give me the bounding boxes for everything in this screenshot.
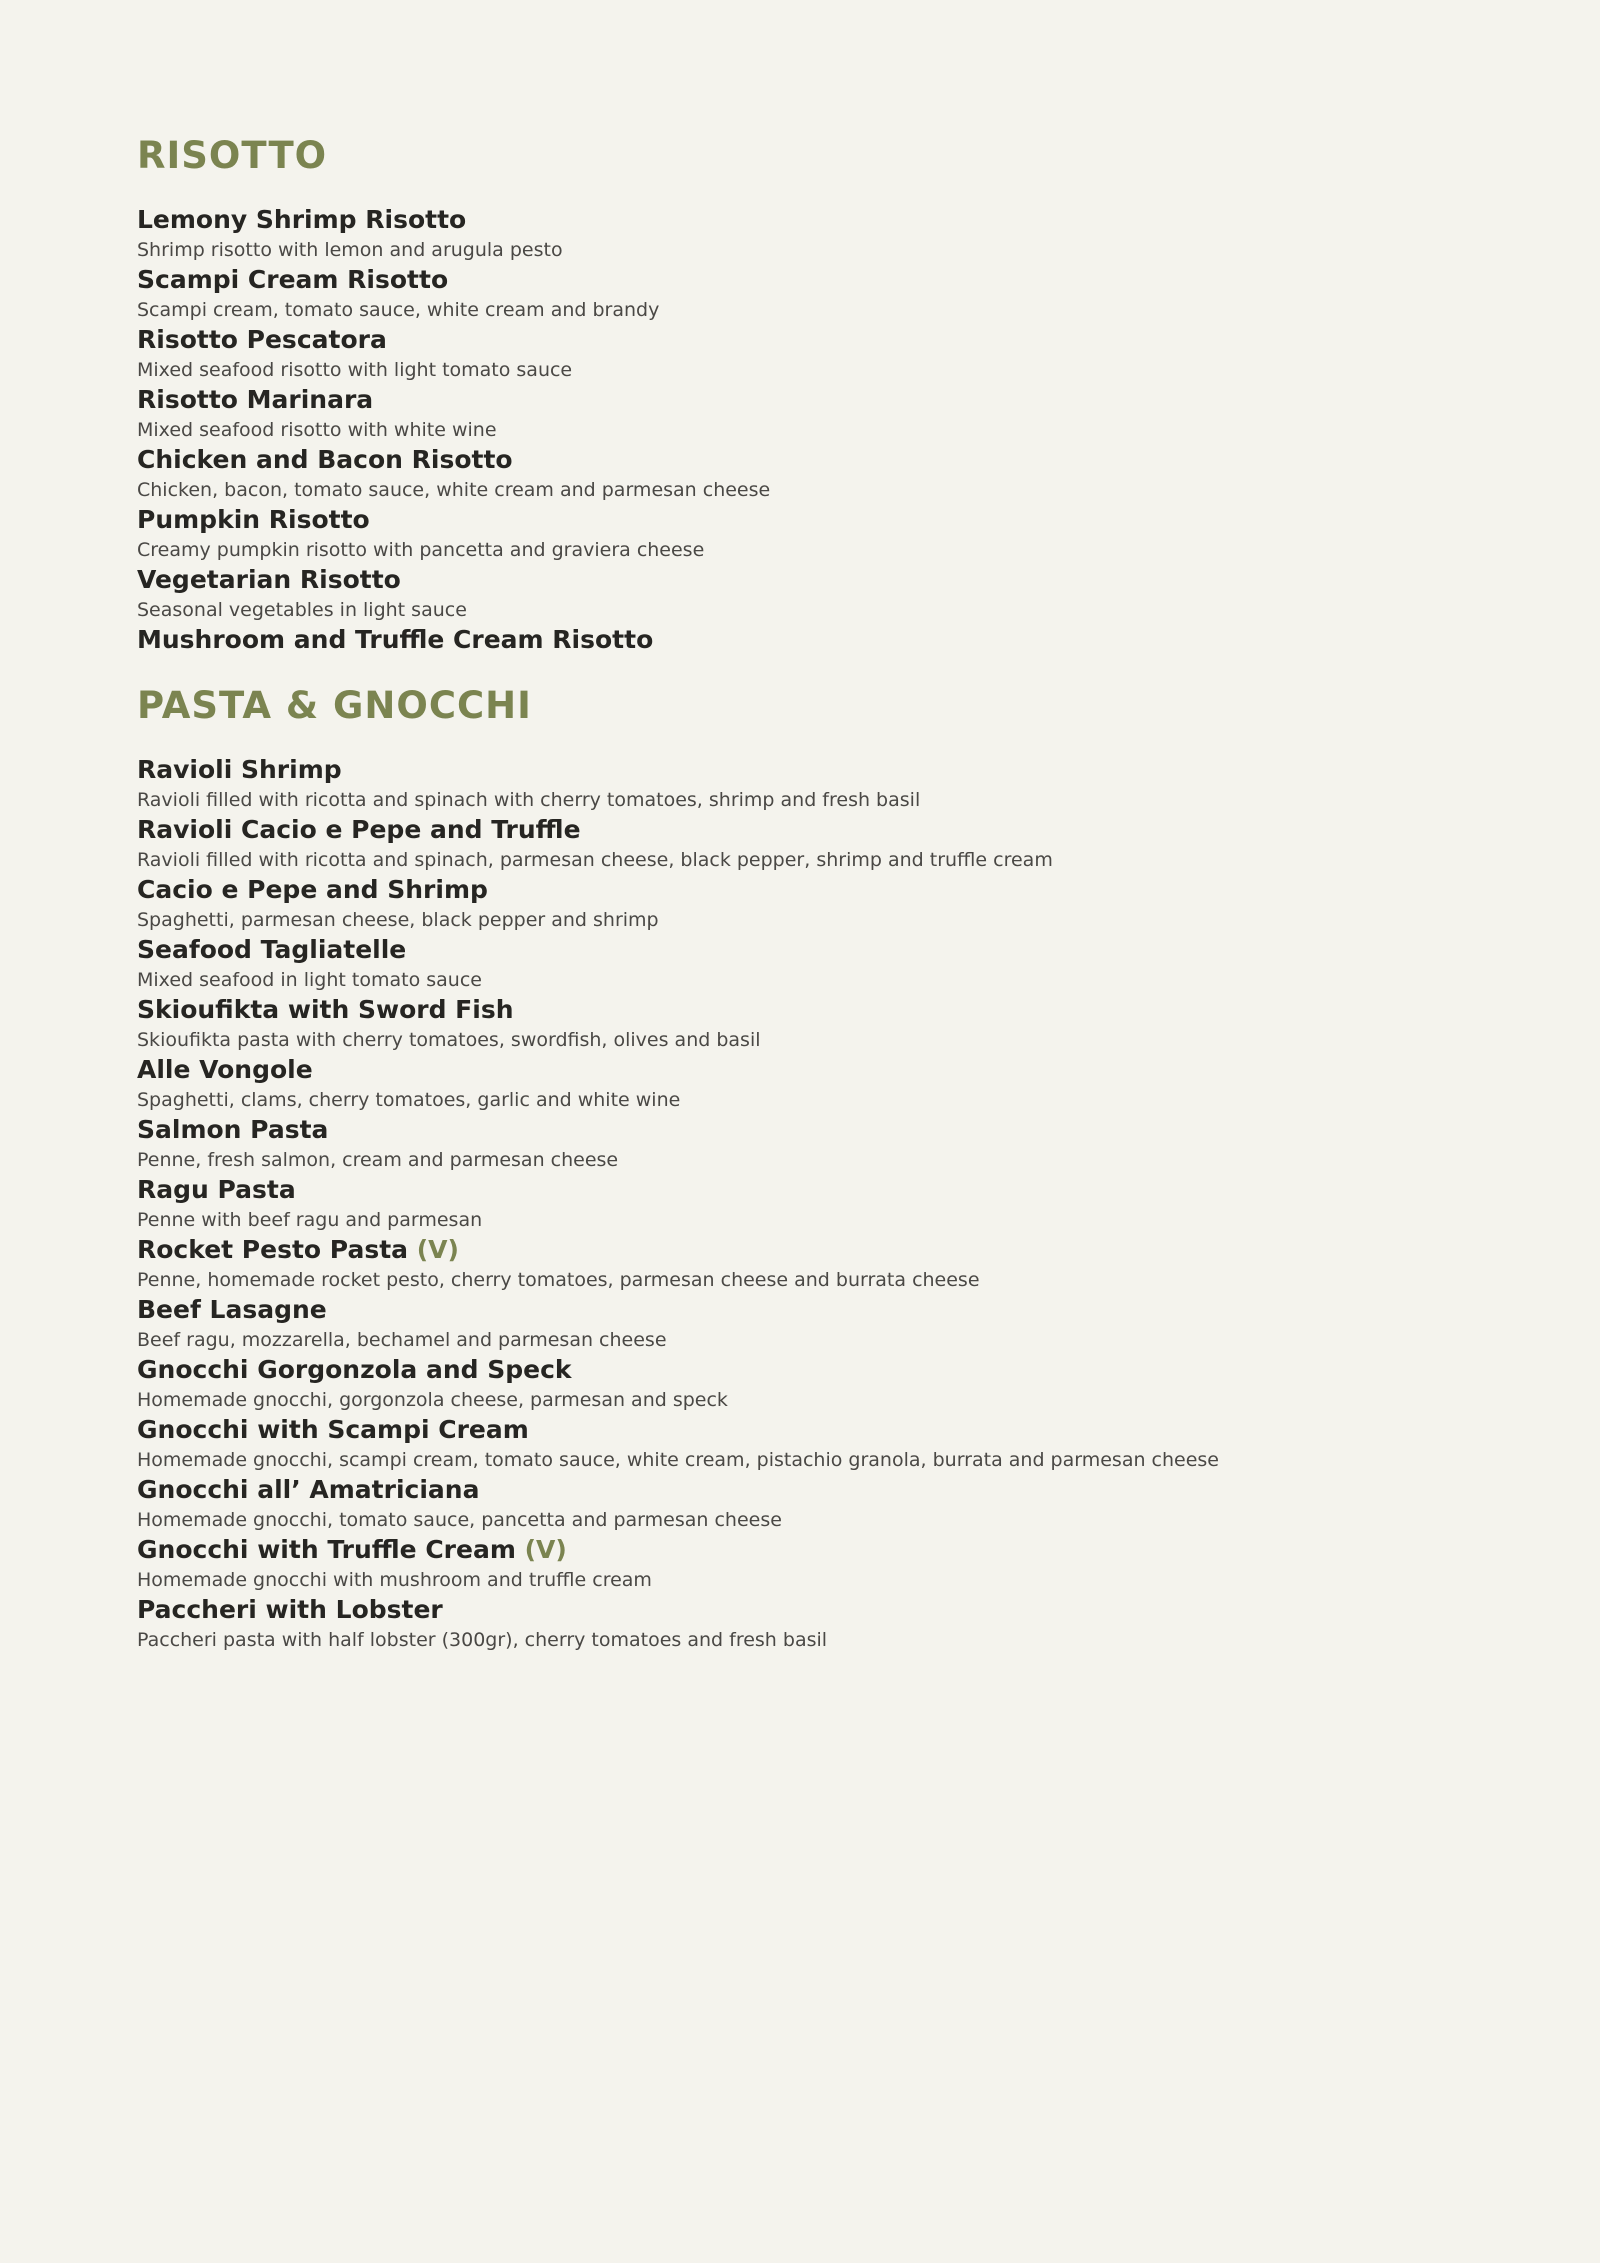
menu-item-description: Penne, homemade rocket pesto, cherry tomatoes, parmesan cheese and burrata cheese [137,1269,980,1291]
menu-item-name [137,1354,1600,1386]
menu-item-name-text: Rocket Pesto Pasta [137,1235,409,1264]
menu-item-description: Mixed seafood in light tomato sauce [137,969,482,991]
menu-item [137,1474,1600,1534]
menu-item-name [137,264,1600,296]
menu-item-description: Homemade gnocchi, tomato sauce, pancetta and parmesan cheese [137,1509,782,1531]
menu-item-name-text: Seafood Tagliatelle [137,935,407,964]
menu-item-list [137,204,1600,656]
menu-item-description: Shrimp risotto with lemon and arugula pesto [137,239,563,261]
menu-item-name [137,204,1600,236]
menu-item-name [137,1114,1600,1146]
menu-item [137,1174,1600,1234]
menu-section [137,680,1600,1654]
menu-item [137,934,1600,994]
menu-item-description: Ravioli filled with ricotta and spinach with cherry tomatoes, shrimp and fresh basil [137,789,921,811]
menu-item [137,624,1600,656]
menu-item-description: Penne, fresh salmon, cream and parmesan cheese [137,1149,619,1171]
menu-item-name-text: Scampi Cream Risotto [137,265,449,294]
vegetarian-badge: (V) [524,1535,567,1564]
menu-item-name-text: Gnocchi Gorgonzola and Speck [137,1355,572,1384]
menu-item-name [137,564,1600,596]
menu-section [137,130,1600,656]
menu-item-name-text: Lemony Shrimp Risotto [137,205,467,234]
menu-item-name [137,1174,1600,1206]
menu-item-name-text: Mushroom and Truffle Cream Risotto [137,625,654,654]
menu-item-name-text: Cacio e Pepe and Shrimp [137,875,488,904]
menu-item-name [137,1054,1600,1086]
menu-item-name-text: Ragu Pasta [137,1175,296,1204]
menu-item-name-text: Salmon Pasta [137,1115,329,1144]
menu-item [137,874,1600,934]
menu-item-description: Beef ragu, mozzarella, bechamel and parmesan cheese [137,1329,667,1351]
menu-item [137,1114,1600,1174]
menu-item-name-text: Gnocchi all’ Amatriciana [137,1475,480,1504]
menu-item-description: Seasonal vegetables in light sauce [137,599,467,621]
menu-item-name [137,1294,1600,1326]
section-title: RISOTTO [137,134,328,177]
menu-item [137,1234,1600,1294]
menu-item-name [137,504,1600,536]
menu-item-name [137,444,1600,476]
menu-item-name [137,994,1600,1026]
menu-item-list [137,754,1600,1654]
menu-item [137,994,1600,1054]
menu-item [137,444,1600,504]
menu-item-description: Creamy pumpkin risotto with pancetta and graviera cheese [137,539,705,561]
menu-item-description: Spaghetti, clams, cherry tomatoes, garlic and white wine [137,1089,681,1111]
menu-item-description: Chicken, bacon, tomato sauce, white cream and parmesan cheese [137,479,771,501]
vegetarian-badge: (V) [416,1235,459,1264]
menu-item-description: Homemade gnocchi, gorgonzola cheese, parmesan and speck [137,1389,728,1411]
menu-item [137,1414,1600,1474]
menu-item [137,1294,1600,1354]
menu-item-name-text: Gnocchi with Scampi Cream [137,1415,529,1444]
menu-item-description: Homemade gnocchi, scampi cream, tomato sauce, white cream, pistachio granola, burrata and parmesan cheese [137,1449,1219,1471]
menu-item [137,504,1600,564]
menu-item-name-text: Risotto Marinara [137,385,374,414]
menu-item-name [137,1234,1600,1266]
menu-item-description: Penne with beef ragu and parmesan [137,1209,483,1231]
menu-item [137,1354,1600,1414]
menu-item-name [137,754,1600,786]
menu-item-description: Ravioli filled with ricotta and spinach, parmesan cheese, black pepper, shrimp and truffle cream [137,849,1053,871]
menu-item-description: Paccheri pasta with half lobster (300gr), cherry tomatoes and fresh basil [137,1629,828,1651]
menu-item-name [137,934,1600,966]
menu-item-name-text: Vegetarian Risotto [137,565,401,594]
menu-item-name-text: Paccheri with Lobster [137,1595,443,1624]
menu-item-name-text: Beef Lasagne [137,1295,327,1324]
menu-item-description: Homemade gnocchi with mushroom and truffle cream [137,1569,652,1591]
menu-item-name [137,1414,1600,1446]
section-title: PASTA & GNOCCHI [137,684,532,727]
menu-item-name [137,814,1600,846]
menu-item [137,814,1600,874]
menu-item-name [137,624,1600,656]
menu-item-name [137,1534,1600,1566]
menu-item-name-text: Gnocchi with Truffle Cream [137,1535,516,1564]
menu-item-name-text: Pumpkin Risotto [137,505,370,534]
menu-item [137,1534,1600,1594]
menu-item-name-text: Skioufikta with Sword Fish [137,995,514,1024]
menu-item-name [137,324,1600,356]
menu-item-description: Mixed seafood risotto with white wine [137,419,497,441]
menu-item [137,1054,1600,1114]
menu-item [137,1594,1600,1654]
menu-item-description: Scampi cream, tomato sauce, white cream and brandy [137,299,660,321]
menu-item-name-text: Risotto Pescatora [137,325,387,354]
menu-item-name-text: Chicken and Bacon Risotto [137,445,513,474]
menu-item [137,384,1600,444]
menu-item-name [137,1594,1600,1626]
menu-item-description: Spaghetti, parmesan cheese, black pepper and shrimp [137,909,659,931]
menu-item [137,754,1600,814]
menu-item-name [137,874,1600,906]
menu-item-name [137,384,1600,416]
menu-item-name [137,1474,1600,1506]
menu-item-description: Mixed seafood risotto with light tomato sauce [137,359,573,381]
menu-item-name-text: Ravioli Shrimp [137,755,342,784]
menu-item [137,204,1600,264]
menu-item-name-text: Alle Vongole [137,1055,313,1084]
menu-item-name-text: Ravioli Cacio e Pepe and Truffle [137,815,581,844]
menu-item [137,324,1600,384]
menu-item [137,564,1600,624]
menu-item-description: Skioufikta pasta with cherry tomatoes, swordfish, olives and basil [137,1029,761,1051]
menu-item [137,264,1600,324]
